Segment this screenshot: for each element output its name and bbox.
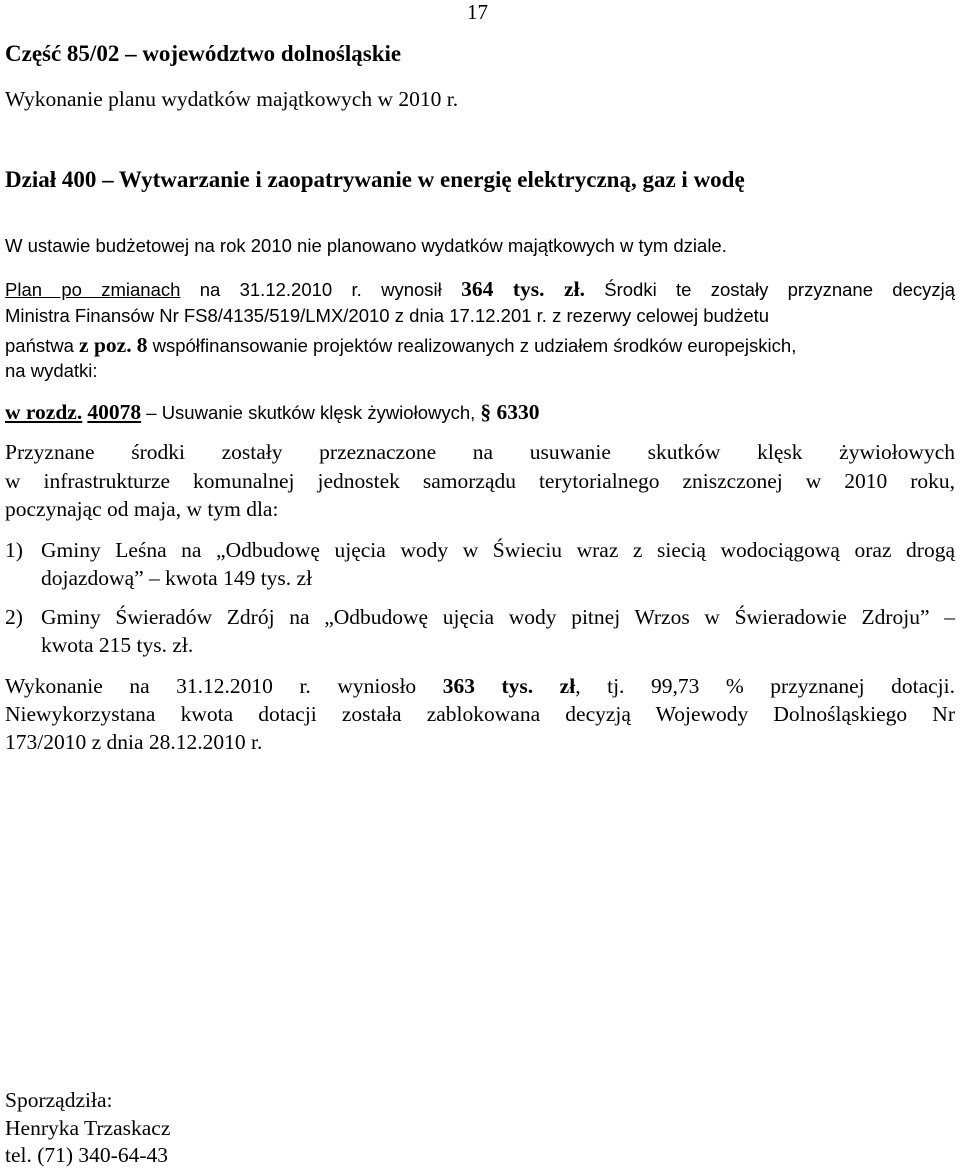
signature-label: Sporządziła: bbox=[5, 1088, 113, 1112]
intro-line: W ustawie budżetowej na rok 2010 nie planowano wydatków majątkowych w tym dziale. bbox=[5, 235, 727, 256]
rozdz-line: w rozdz. 40078 – Usuwanie skutków klęsk żywiołowych, § 6330 bbox=[5, 400, 540, 424]
signature-name: Henryka Trzaskacz bbox=[5, 1116, 171, 1140]
plan-line-3: państwa z poz. 8 współfinansowanie projektów realizowanych z udziałem środków europejskich, bbox=[5, 333, 797, 357]
para1-line-3: poczynając od maja, w tym dla: bbox=[5, 497, 279, 521]
execution-line-2: Niewykorzystana kwota dotacji została zablokowana decyzją Wojewody Dolnośląskiego Nr bbox=[5, 702, 955, 726]
execution-line-1: Wykonanie na 31.12.2010 r. wyniosło 363 tys. zł, tj. 99,73 % przyznanej dotacji. bbox=[5, 674, 956, 698]
list-item-2-number: 2) bbox=[5, 605, 23, 629]
plan-line-4: na wydatki: bbox=[5, 360, 98, 381]
paragraph-number: 6330 bbox=[491, 400, 540, 424]
para1-line-1: Przyznane środki zostały przeznaczone na usuwanie skutków klęsk żywiołowych bbox=[5, 440, 955, 464]
plan-line-2: Ministra Finansów Nr FS8/4135/519/LMX/2010 z dnia 17.12.201 r. z rezerwy celowej budżetu bbox=[5, 305, 770, 326]
page-number: 17 bbox=[467, 0, 488, 24]
plan-amount: 364 tys. zł. bbox=[461, 277, 585, 301]
plan-line-1: Plan po zmianach na 31.12.2010 r. wynosił 364 tys. zł. Środki te zostały przyznane decyzją bbox=[5, 277, 956, 301]
list-item-2-line-2: kwota 215 tys. zł. bbox=[41, 633, 194, 657]
signature-phone: tel. (71) 340-64-43 bbox=[5, 1143, 169, 1167]
rozdz-label: w rozdz. bbox=[5, 400, 83, 424]
list-item-1-number: 1) bbox=[5, 538, 23, 562]
plan-label: Plan po zmianach bbox=[5, 279, 181, 300]
list-item-2-line-1: Gminy Świeradów Zdrój na „Odbudowę ujęcia wody pitnej Wrzos w Świeradowie Zdroju” – bbox=[41, 605, 955, 629]
execution-line-3: 173/2010 z dnia 28.12.2010 r. bbox=[5, 730, 263, 754]
execution-amount: 363 tys. zł bbox=[442, 674, 576, 698]
page-heading: Część 85/02 – województwo dolnośląskie bbox=[5, 41, 402, 66]
para1-line-2: w infrastrukturze komunalnej jednostek samorządu terytorialnego zniszczonej w 2010 roku, bbox=[5, 469, 955, 493]
page-subheading: Wykonanie planu wydatków majątkowych w 2010 r. bbox=[5, 87, 459, 111]
list-item-1-line-1: Gminy Leśna na „Odbudowę ujęcia wody w Świeciu wraz z siecią wodociągową oraz drogą bbox=[41, 538, 955, 562]
rozdz-number: 40078 bbox=[87, 400, 142, 424]
list-item-1-line-2: dojazdową” – kwota 149 tys. zł bbox=[41, 566, 313, 590]
section-title: Dział 400 – Wytwarzanie i zaopatrywanie w energię elektryczną, gaz i wodę bbox=[5, 167, 745, 192]
